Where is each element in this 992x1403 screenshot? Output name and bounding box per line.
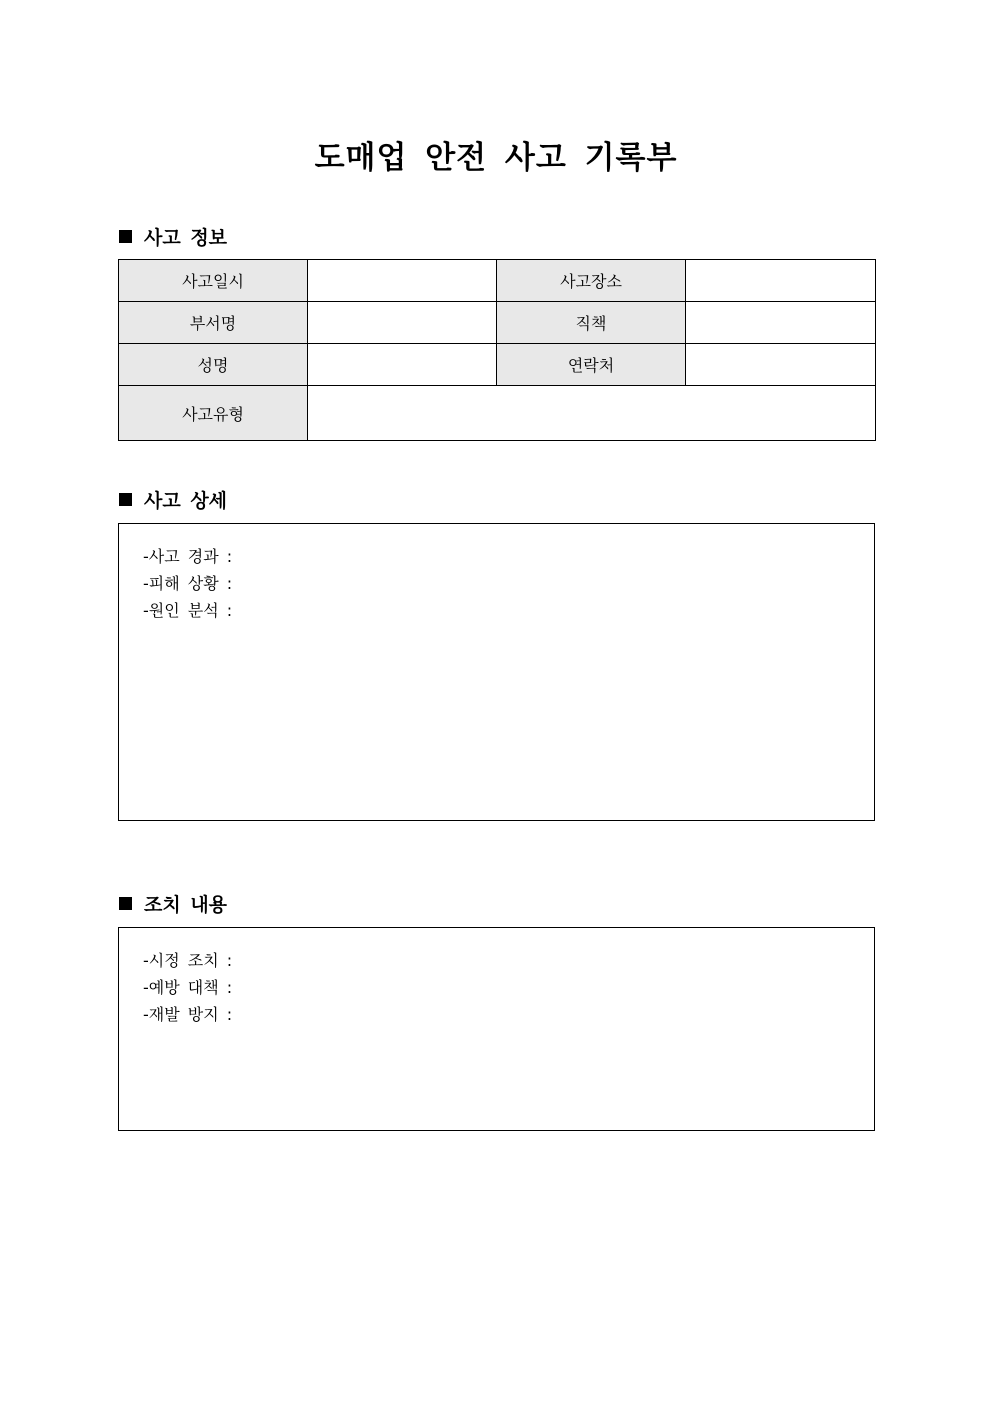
section-heading-details	[119, 486, 227, 513]
actions-box[interactable]	[118, 927, 875, 1131]
table-row	[119, 386, 876, 441]
table-row	[119, 344, 876, 386]
accident-details-box[interactable]	[118, 523, 875, 821]
actions-line-prevention: -예방 대책 :	[143, 978, 233, 997]
accident-datetime-label: 사고일시	[119, 260, 308, 302]
position-field[interactable]	[686, 302, 876, 344]
department-label: 부서명	[119, 302, 308, 344]
contact-field[interactable]	[686, 344, 876, 386]
details-line-progress: -사고 경과 :	[143, 547, 233, 566]
name-field[interactable]	[308, 344, 497, 386]
contact-label: 연락처	[497, 344, 686, 386]
actions-line-recurrence: -재발 방지 :	[143, 1005, 233, 1024]
table-row	[119, 302, 876, 344]
department-field[interactable]	[308, 302, 497, 344]
accident-datetime-field[interactable]	[308, 260, 497, 302]
square-bullet-icon	[119, 493, 132, 506]
accident-type-label: 사고유형	[119, 386, 308, 441]
section-heading-label: 조치 내용	[144, 894, 228, 916]
name-label: 성명	[119, 344, 308, 386]
accident-location-label: 사고장소	[497, 260, 686, 302]
accident-location-field[interactable]	[686, 260, 876, 302]
section-heading-label: 사고 정보	[144, 227, 228, 249]
section-heading-info	[119, 223, 227, 250]
position-label: 직책	[497, 302, 686, 344]
section-heading-label: 사고 상세	[144, 490, 228, 512]
square-bullet-icon	[119, 230, 132, 243]
table-row	[119, 260, 876, 302]
actions-line-corrective: -시정 조치 :	[143, 951, 233, 970]
square-bullet-icon	[119, 897, 132, 910]
section-heading-actions	[119, 890, 227, 917]
details-line-cause: -원인 분석 :	[143, 601, 233, 620]
details-line-damage: -피해 상황 :	[143, 574, 233, 593]
page-title: 도매업 안전 사고 기록부	[314, 140, 678, 176]
accident-info-table	[118, 259, 876, 441]
accident-type-field[interactable]	[308, 386, 876, 441]
